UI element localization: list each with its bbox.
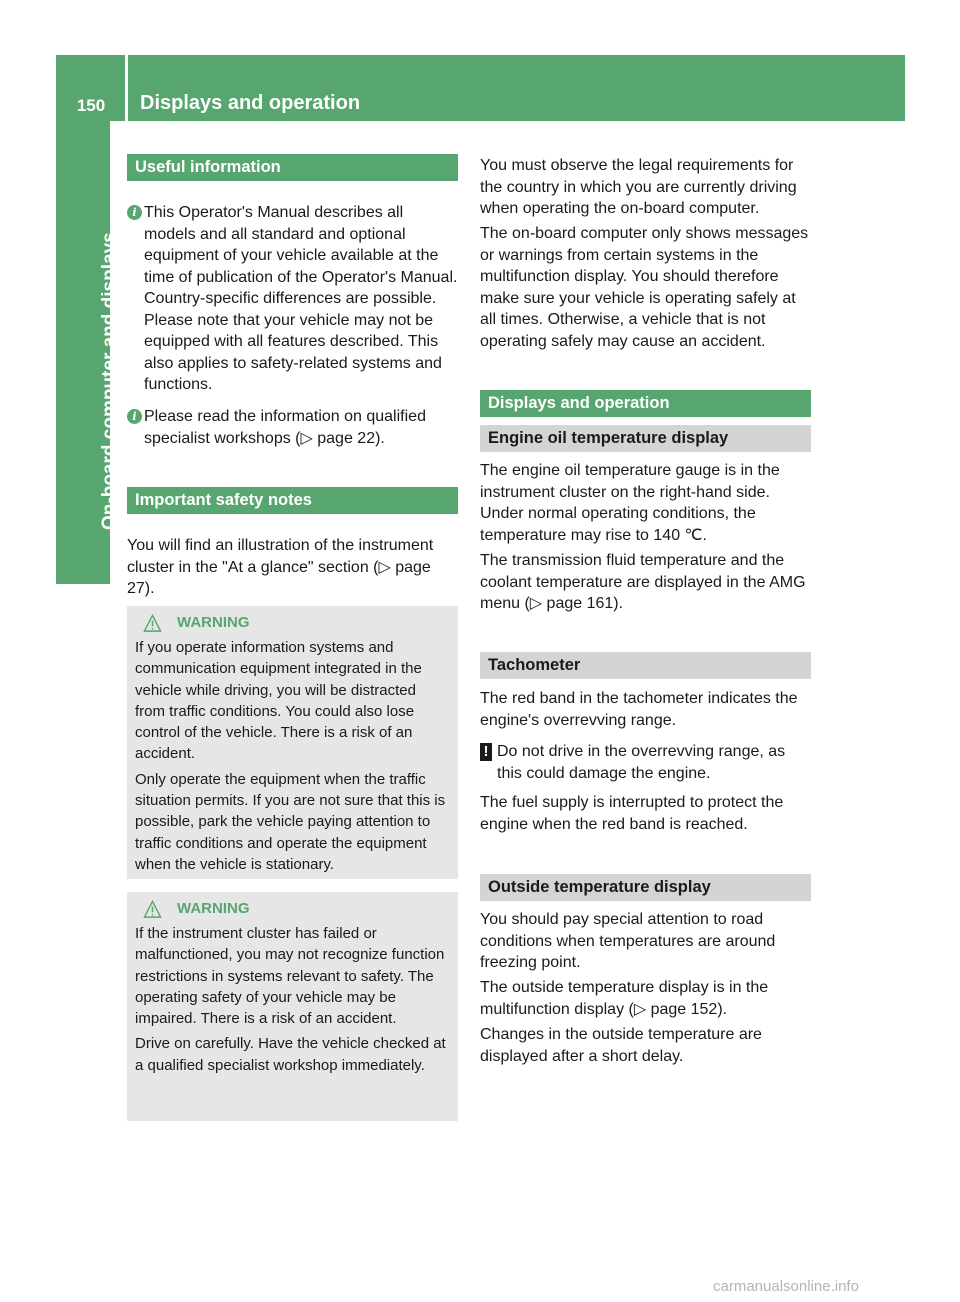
engine-oil-p1: The engine oil temperature gauge is in the instrument cluster on the right-hand side. Under normal operating conditions, the temperature may rise to 140 ℃. bbox=[480, 462, 780, 544]
outside-temp-p2: The outside temperature display is in the multifunction display (▷ page 152). bbox=[480, 979, 769, 1018]
displays-heading: Displays and operation bbox=[480, 390, 811, 417]
info-item bbox=[127, 202, 458, 396]
caution-icon: ! bbox=[480, 743, 492, 761]
tachometer-p1: The red band in the tachometer indicates the engine's overrevving range. bbox=[480, 690, 798, 729]
outside-temp-p1: You should pay special attention to road conditions when temperatures are around freezing point. bbox=[480, 911, 776, 971]
info-text: Please read the information on qualified specialist workshops (▷ page 22). bbox=[144, 408, 426, 447]
page-number: 150 bbox=[76, 96, 106, 115]
header-divider bbox=[125, 55, 128, 121]
warning-text: Drive on carefully. Have the vehicle checked at a qualified specialist workshop immediately. bbox=[135, 1035, 446, 1074]
warning-triangle-icon bbox=[143, 614, 162, 633]
warning-header bbox=[135, 899, 450, 923]
safety-intro: You will find an illustration of the instrument cluster in the "At a glance" section (▷ page 27). bbox=[127, 537, 434, 597]
warning-text: If the instrument cluster has failed or malfunctioned, you may not recognize function restrictions in systems relevant to safety. The operating safety of your vehicle may be impaired. There is a risk of an accident. bbox=[135, 925, 445, 1028]
right-intro-p2: The on-board computer only shows messages or warnings from certain systems in the multifunction display. You should therefore make sure your vehicle is operating safely at all times. Otherwise, a vehicle that is not operating safely may cause an accident. bbox=[480, 225, 809, 350]
useful-info-heading: Useful information bbox=[127, 154, 458, 181]
safety-heading: Important safety notes bbox=[127, 487, 458, 514]
info-icon: i bbox=[127, 205, 142, 220]
caution-text: Do not drive in the overrevving range, as this could damage the engine. bbox=[497, 743, 786, 782]
outside-temp-heading: Outside temperature display bbox=[480, 874, 811, 901]
warning-box bbox=[127, 606, 458, 879]
info-item bbox=[127, 406, 458, 449]
info-icon: i bbox=[127, 409, 142, 424]
engine-oil-p2: The transmission fluid temperature and the coolant temperature are displayed in the AMG menu (▷ page 161). bbox=[480, 552, 806, 612]
tachometer-heading: Tachometer bbox=[480, 652, 811, 679]
warning-box bbox=[127, 892, 458, 1121]
outside-temp-p3: Changes in the outside temperature are displayed after a short delay. bbox=[480, 1026, 762, 1065]
right-intro-p1: You must observe the legal requirements for the country in which you are currently driving when operating the on-board computer. bbox=[480, 157, 797, 217]
warning-header bbox=[135, 613, 450, 637]
footer-watermark: carmanualsonline.info bbox=[713, 1278, 859, 1295]
warning-triangle-icon bbox=[143, 900, 162, 919]
side-tab-label: On-board computer and displays bbox=[99, 232, 120, 530]
warning-label: WARNING bbox=[177, 614, 250, 631]
caution-item bbox=[480, 741, 813, 784]
warning-text: Only operate the equipment when the traffic situation permits. If you are not sure that this is possible, park the vehicle paying attention to traffic conditions and operate the equipment when the vehicle is stationary. bbox=[135, 770, 446, 873]
warning-label: WARNING bbox=[177, 900, 250, 917]
warning-text: If you operate information systems and communication equipment integrated in the vehicle while driving, you will be distracted from traffic conditions. You could also lose control of the vehicle. There is a risk of an accident. bbox=[135, 639, 422, 763]
info-text: This Operator's Manual describes all models and all standard and optional equipment of your vehicle available at the time of publication of the Operator's Manual. Country-specific differences are possible. Please note that your vehicle may not be equipped with all features described. This also applies to safety-related systems and functions. bbox=[144, 204, 458, 393]
engine-oil-heading: Engine oil temperature display bbox=[480, 425, 811, 452]
page-title: Displays and operation bbox=[140, 92, 361, 114]
tachometer-p2: The fuel supply is interrupted to protect the engine when the red band is reached. bbox=[480, 794, 784, 833]
